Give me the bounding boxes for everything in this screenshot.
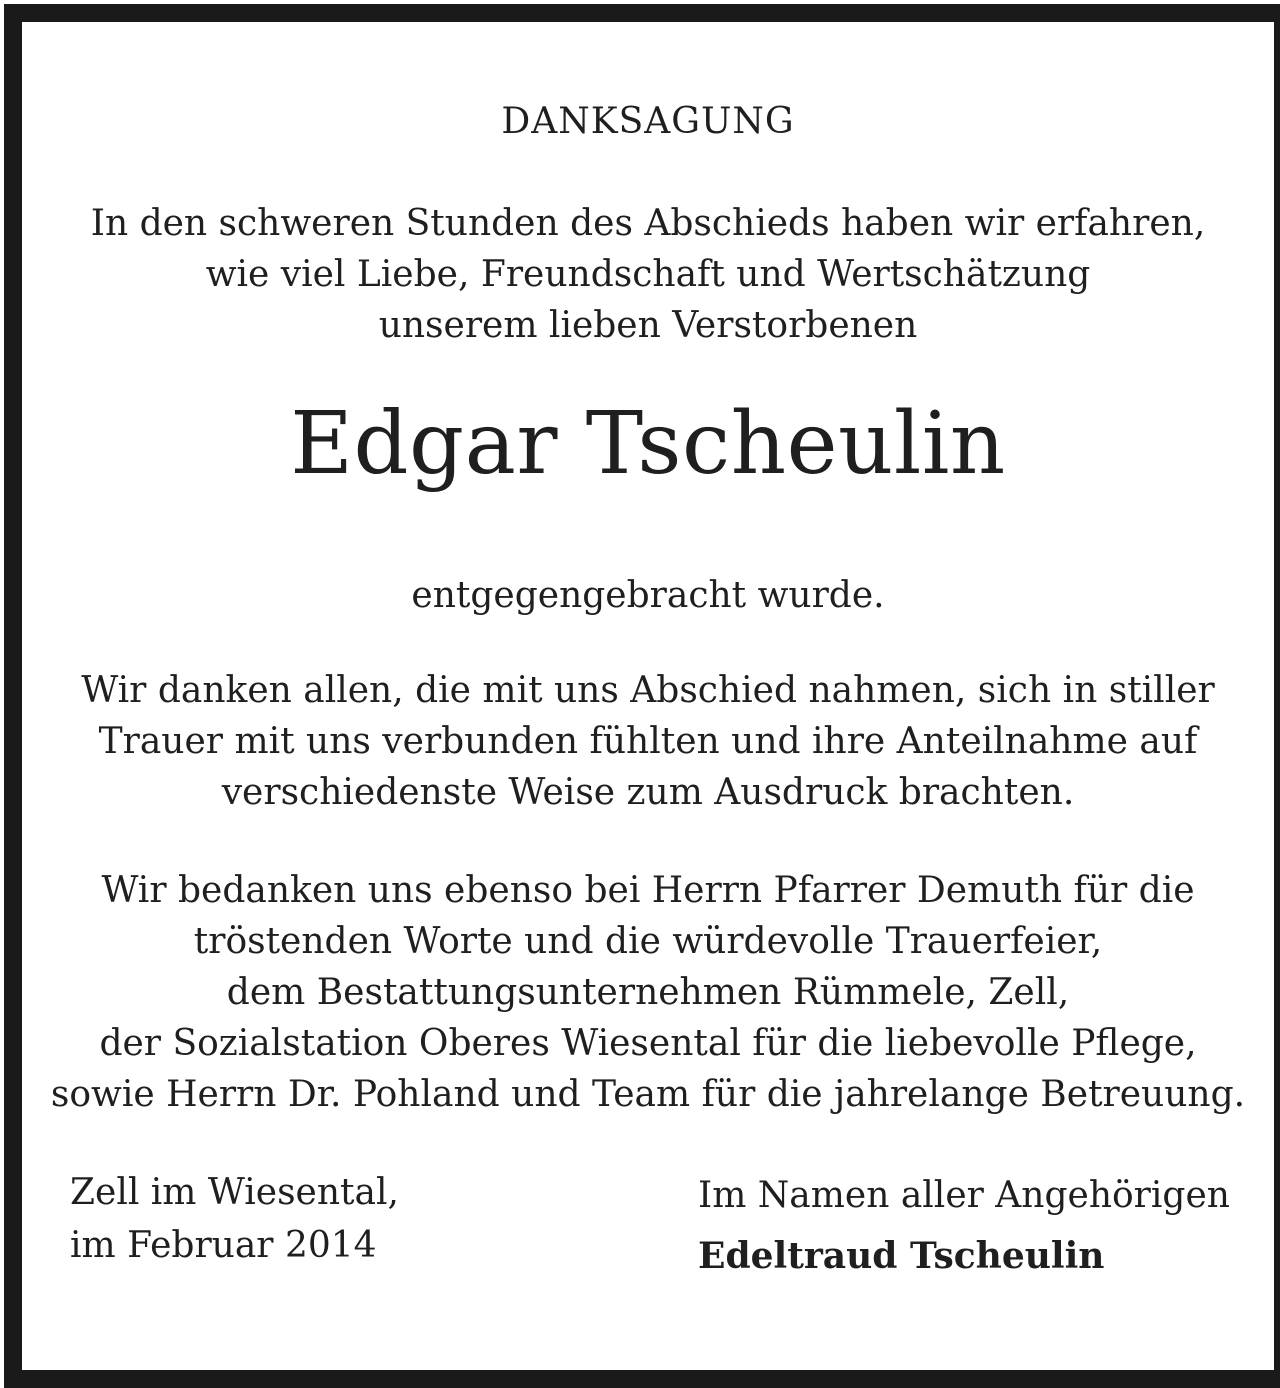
- notice-border: [4, 4, 1280, 1388]
- thanks-line: tröstenden Worte und die würdevolle Trauerfeier,: [193, 921, 1103, 962]
- received-line: entgegengebracht wurde.: [411, 575, 885, 616]
- place-date: [70, 1166, 399, 1272]
- signature-block: [698, 1166, 1230, 1286]
- notice-content: [22, 22, 1274, 1370]
- on-behalf-line: Im Namen aller Angehörigen: [698, 1175, 1230, 1216]
- thanks-line: Wir danken allen, die mit uns Abschied nahmen, sich in stiller: [81, 670, 1215, 711]
- notice-heading: DANKSAGUNG: [501, 101, 795, 142]
- intro-line: In den schweren Stunden des Abschieds haben wir erfahren,: [90, 203, 1206, 244]
- thanks-line: Wir bedanken uns ebenso bei Herrn Pfarrer Demuth für die: [101, 870, 1195, 911]
- date-line: im Februar 2014: [70, 1225, 377, 1266]
- thanks-paragraph-2: [22, 865, 1274, 1120]
- intro-line: wie viel Liebe, Freundschaft und Wertschätzung: [205, 254, 1091, 295]
- thanks-line: dem Bestattungsunternehmen Rümmele, Zell,: [226, 972, 1070, 1013]
- thanks-line: sowie Herrn Dr. Pohland und Team für die jahrelange Betreuung.: [50, 1074, 1246, 1115]
- intro-line: unserem lieben Verstorbenen: [378, 305, 918, 346]
- deceased-name: Edgar Tscheulin: [290, 394, 1006, 494]
- signer-name: Edeltraud Tscheulin: [698, 1235, 1105, 1277]
- intro-paragraph: [22, 198, 1274, 351]
- thanks-line: verschiedenste Weise zum Ausdruck brachten.: [221, 772, 1075, 813]
- thanks-line: Trauer mit uns verbunden fühlten und ihre Anteilnahme auf: [98, 721, 1198, 762]
- place-line: Zell im Wiesental,: [70, 1172, 399, 1213]
- thanks-paragraph-1: [22, 665, 1274, 818]
- thanks-line: der Sozialstation Oberes Wiesental für die liebevolle Pflege,: [99, 1023, 1197, 1064]
